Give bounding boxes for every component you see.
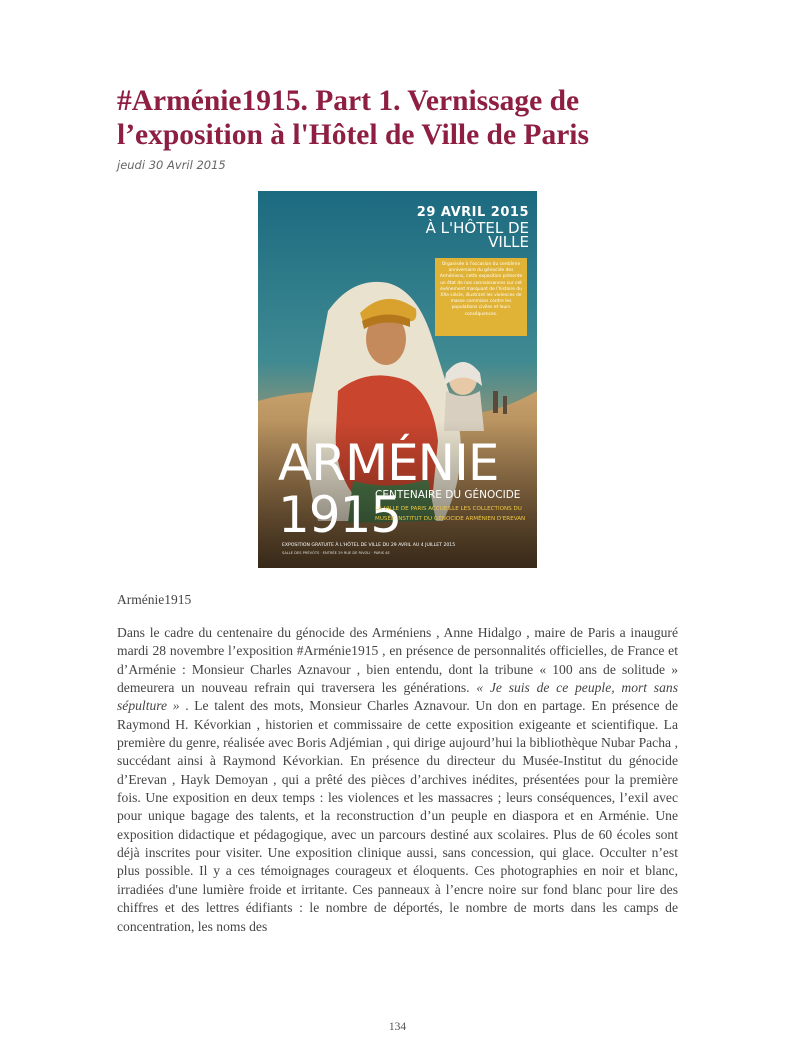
article-body — [117, 624, 678, 976]
poster-headline-line-1: ARMÉNIE — [278, 434, 499, 492]
poster-place: À L'HÔTEL DE VILLE — [425, 219, 529, 251]
body-text-part-2: . Le talent des mots, Monsieur Charles Aznavour. Un don en partage. En présence de Raymond H. Kévorkian , historien et commissaire de cette exposition exigeante et scientifique. La première du genre, réalisée avec Boris Adjémian , qui dirige aujourd’hui la bibliothèque Nubar Pacha , succédant ainsi à Raymond Kévorkian. En présence du directeur du Musée-Institut du génocide d’Erevan , Hayk Demoyan , qui a prêté des pièces d’archives inédites, présentées pour la première fois. Une exposition en deux temps : les violences et les massacres ; leurs conséquences, l’exil avec pour unique bagage des talents, et la reconstruction d’un peuple en diaspora et en Arménie. Une exposition didactique et pédagogique, avec un parcours destiné aux scolaires. Plus de 60 écoles sont déjà inscrites pour visiter. Une exposition clinique aussi, sans concession, qui glace. Occulter n’est plus possible. Il y a ces témoignages courageux et éloquents. Ces photographies en noir et blanc, irradiées d'une lumière froide et irritante. Ces panneaux à l’encre noire sur fond blanc pour lire des chiffres et des lettres édifiants : le nombre de déportés, le nombre de morts dans les camps de concentration, les noms des — [117, 698, 678, 934]
poster-info-box: Organisée à l'occasion du centième anniversaire du génocide des Arméniens, cette exposition présente un état de nos connaissances sur cet événement marquant de l'histoire du XXe siècle, illustrant les violences de masse commises contre les populations civiles et leurs conséquences. — [435, 258, 527, 336]
poster-credits: LA VILLE DE PARIS ACCUEILLE LES COLLECTIONS DU MUSÉE-INSTITUT DU GÉNOCIDE ARMÉNIEN D'EREVAN — [375, 506, 526, 522]
aznavour-quote: « Je suis de ce peuple, mort sans sépulture » — [117, 680, 678, 714]
page-number: 134 — [388, 1021, 407, 1033]
poster-footer-small: SALLE DES PRÉVÔTS · ENTRÉE 29 RUE DE RIVOLI · PARIS 4E — [282, 551, 390, 555]
image-caption: Arménie1915 — [117, 592, 192, 607]
article-title: #Arménie1915. Part 1. Vernissage de l’exposition à l'Hôtel de Ville de Paris — [117, 85, 589, 151]
poster-footer: EXPOSITION GRATUITE À L'HÔTEL DE VILLE DU 29 AVRIL AU 4 JUILLET 2015 — [282, 543, 456, 548]
exhibition-poster — [258, 191, 537, 568]
poster-date: 29 AVRIL 2015 — [416, 205, 529, 220]
body-text-part-1: Dans le cadre du centenaire du génocide des Arméniens , Anne Hidalgo , maire de Paris a inauguré mardi 28 novembre l’exposition #Arménie1915 , en présence de personnalités officielles, de France et d’Arménie : Monsieur Charles Aznavour , bien entendu, dont la tribune « 100 ans de solitude » demeurera un nouveau refrain qui traversera les générations. — [117, 625, 678, 696]
poster-subtitle: CENTENAIRE DU GÉNOCIDE — [375, 489, 521, 501]
poster-headline-line-2: 1915 — [278, 486, 402, 544]
article-date: jeudi 30 Avril 2015 — [117, 158, 226, 172]
